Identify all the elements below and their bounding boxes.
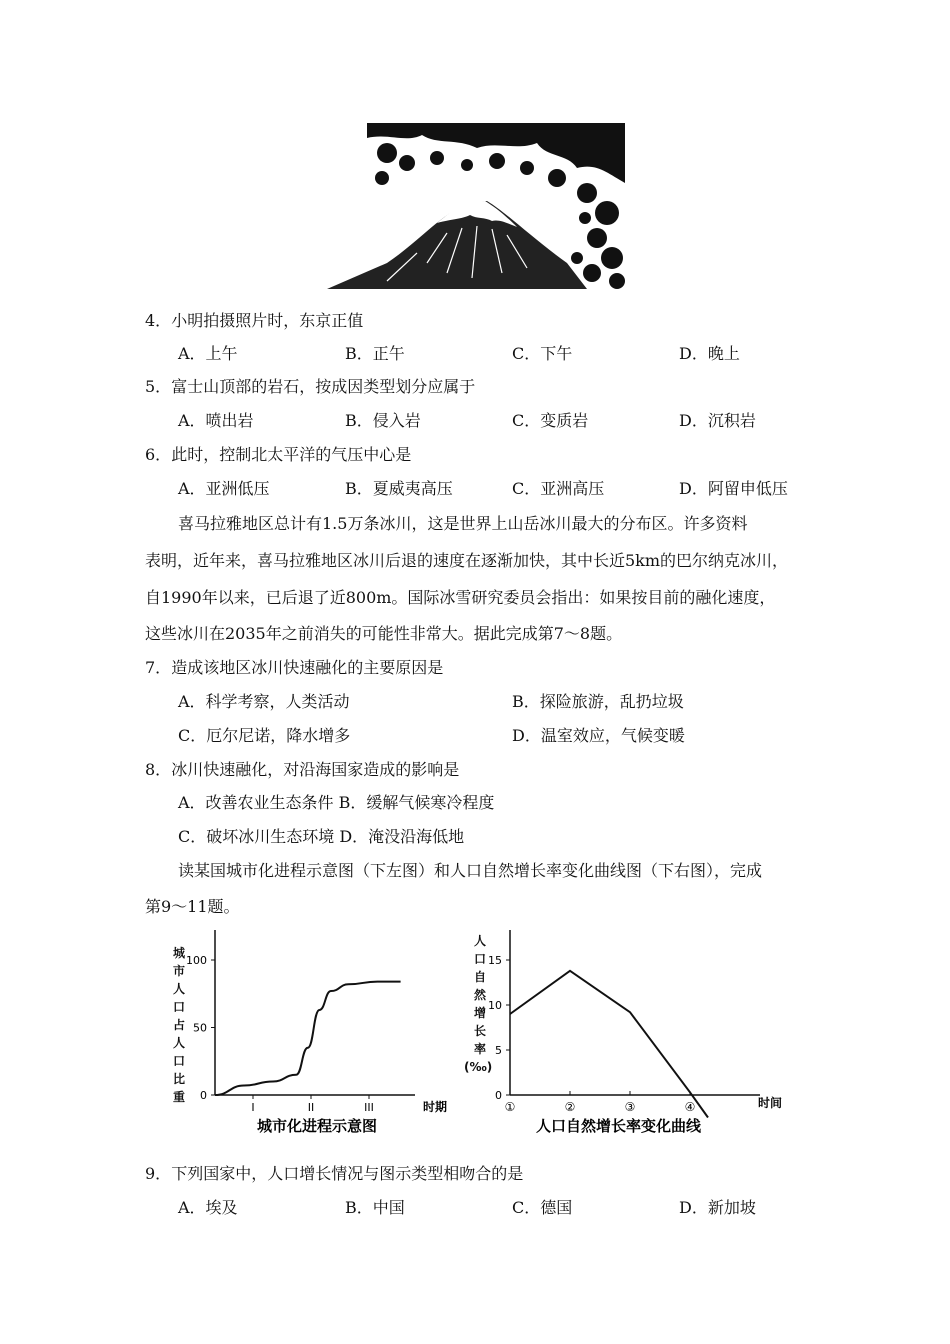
option-a: A．埃及	[178, 1198, 238, 1217]
passage-charts-line-2: 第9～11题。	[145, 897, 240, 916]
y-label-char: 长	[474, 1024, 487, 1038]
question-5	[145, 376, 475, 398]
option-d: D．沉积岩	[679, 411, 756, 430]
y-label-char: 城	[173, 946, 186, 960]
option-c: C．下午	[512, 344, 573, 363]
y-label-char: 人	[173, 1036, 186, 1050]
growth-rate-chart	[460, 925, 790, 1140]
y-tick-label: 0	[495, 1089, 502, 1102]
x-tick-label: ①	[504, 1100, 516, 1114]
y-label-char: 人	[474, 934, 487, 948]
option-d: D．新加坡	[679, 1198, 756, 1217]
question-stem: 小明拍摄照片时，东京正值	[171, 311, 364, 330]
x-axis-label: 时期	[423, 1100, 448, 1114]
option-a: A．科学考察，人类活动	[178, 692, 350, 711]
option-d: D．温室效应，气候变暖	[512, 726, 685, 745]
question-stem: 造成该地区冰川快速融化的主要原因是	[171, 658, 444, 677]
y-tick-label: 50	[193, 1021, 207, 1035]
question-stem: 此时，控制北太平洋的气压中心是	[171, 445, 412, 464]
option-b: B．夏威夷高压	[345, 479, 453, 498]
x-tick-label: ④	[684, 1100, 696, 1114]
passage-line-4: 这些冰川在2035年之前消失的可能性非常大。据此完成第7～8题。	[145, 624, 623, 643]
option-c: C．变质岩	[512, 411, 589, 430]
question-number: 5．	[145, 377, 172, 396]
option-a: A．亚洲低压	[178, 479, 270, 498]
x-tick-label: ②	[564, 1100, 576, 1114]
option-a: A．喷出岩	[178, 411, 254, 430]
urbanization-chart	[165, 925, 465, 1140]
y-label-char: 重	[173, 1090, 186, 1104]
y-tick-label: 0	[200, 1089, 207, 1102]
question-stem: 下列国家中，人口增长情况与图示类型相吻合的是	[171, 1164, 524, 1183]
question-number: 8．	[145, 760, 172, 779]
y-label-char: 自	[474, 970, 487, 984]
passage-charts-line-1: 读某国城市化进程示意图（下左图）和人口自然增长率变化曲线图（下右图），完成	[178, 861, 763, 880]
question-stem: 冰川快速融化，对沿海国家造成的影响是	[171, 760, 460, 779]
option-b: B．探险旅游，乱扔垃圾	[512, 692, 684, 711]
passage-line-3: 自1990年以来，已后退了近800m。国际冰雪研究委员会指出：如果按目前的融化速度，	[145, 588, 776, 607]
option-cd: C．破坏冰川生态环境 D．淹没沿海低地	[178, 827, 465, 846]
x-tick-label: II	[307, 1101, 315, 1114]
option-b: B．中国	[345, 1198, 405, 1217]
y-label-char: 口	[173, 1000, 186, 1014]
question-number: 9．	[145, 1164, 172, 1183]
chart-title: 城市化进程示意图	[257, 1117, 378, 1135]
x-tick-label: III	[364, 1101, 374, 1114]
urbanization-curve	[215, 982, 401, 1095]
y-label-char: 人	[173, 982, 186, 996]
y-label-char: 然	[474, 988, 487, 1002]
x-axis-label: 时间	[758, 1096, 783, 1110]
x-tick-label: I	[251, 1101, 255, 1114]
y-label-char: (‰)	[464, 1060, 493, 1074]
option-b: B．正午	[345, 344, 405, 363]
y-tick-label: 5	[495, 1044, 502, 1057]
option-a: A．上午	[178, 344, 238, 363]
x-tick-label: ③	[624, 1100, 636, 1114]
y-tick-label: 10	[488, 999, 502, 1012]
chart-title: 人口自然增长率变化曲线	[536, 1117, 702, 1135]
option-b: B．侵入岩	[345, 411, 421, 430]
question-6	[145, 444, 411, 466]
y-label-char: 比	[173, 1072, 186, 1086]
question-8	[145, 759, 459, 781]
y-label-char: 市	[173, 964, 186, 978]
option-c: C．厄尔尼诺，降水增多	[178, 726, 351, 745]
passage-line-2: 表明，近年来，喜马拉雅地区冰川后退的速度在逐渐加快，其中长近5km的巴尔纳克冰川，	[145, 551, 789, 570]
option-c: C．德国	[512, 1198, 573, 1217]
question-4	[145, 310, 363, 332]
question-number: 6．	[145, 445, 172, 464]
option-ab: A．改善农业生态条件 B．缓解气候寒冷程度	[178, 793, 495, 812]
question-number: 4．	[145, 311, 172, 330]
passage-line-1: 喜马拉雅地区总计有1.5万条冰川，这是世界上山岳冰川最大的分布区。许多资料	[178, 514, 748, 533]
question-number: 7．	[145, 658, 172, 677]
y-tick-label: 100	[186, 954, 207, 967]
question-7	[145, 657, 443, 679]
question-stem: 富士山顶部的岩石，按成因类型划分应属于	[171, 377, 476, 396]
y-label-char: 增	[474, 1006, 487, 1020]
y-axis-label	[173, 946, 186, 1104]
option-d: D．阿留申低压	[679, 479, 788, 498]
y-label-char: 率	[474, 1042, 487, 1056]
mount-fuji-illustration	[327, 123, 625, 289]
option-c: C．亚洲高压	[512, 479, 605, 498]
question-9	[145, 1163, 523, 1185]
y-label-char: 口	[173, 1054, 186, 1068]
y-label-char: 口	[474, 952, 487, 966]
y-label-char: 占	[173, 1018, 186, 1032]
option-d: D．晚上	[679, 344, 740, 363]
y-tick-label: 15	[488, 954, 502, 967]
